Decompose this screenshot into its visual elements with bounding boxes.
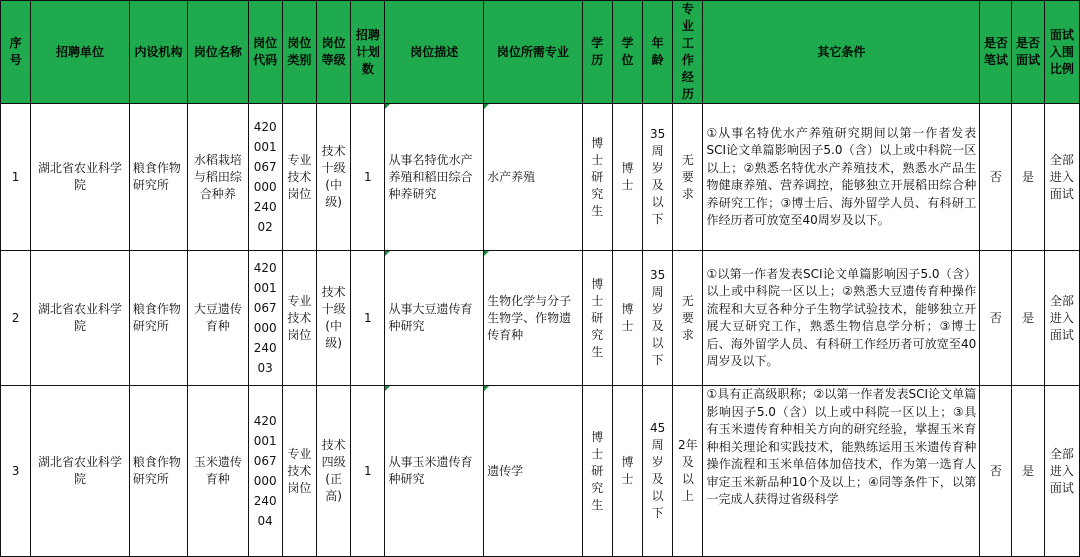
cell-seq: 1 [1, 104, 31, 251]
major-text: 遗传学 [487, 463, 524, 478]
cell-interview: 是 [1012, 251, 1044, 386]
cell-exp: 无要求 [673, 251, 703, 386]
header-degree: 学位 [612, 1, 642, 104]
cell-seq: 2 [1, 251, 31, 386]
header-other: 其它条件 [703, 1, 980, 104]
header-ratio: 面试入围比例 [1044, 1, 1079, 104]
header-post-type: 岗位类别 [282, 1, 316, 104]
cell-plan: 1 [351, 251, 385, 386]
cell-interview: 是 [1012, 386, 1044, 557]
cell-major [484, 104, 583, 251]
cell-dept: 粮食作物研究所 [129, 386, 187, 557]
header-age: 年龄 [643, 1, 673, 104]
cell-other: ①从事名特优水产养殖研究期间以第一作者发表SCI论文单篇影响因子5.0（含）以上或中科院一区以上；②熟悉名特优水产养殖技术，熟悉水产品生物健康养殖、营养调控，能够独立开展稻田综合种养研究工作；③博士后、海外留学人员、有科研工作经历者可放宽至40周岁及以下。 [703, 104, 980, 251]
header-written: 是否笔试 [980, 1, 1012, 104]
post-code-text: 42000106700024004 [253, 414, 277, 528]
desc-text: 从事名特优水产养殖和稻田综合种养研究 [388, 152, 473, 201]
cell-post-type: 专业技术岗位 [282, 251, 316, 386]
header-unit: 招聘单位 [31, 1, 130, 104]
header-seq: 序号 [1, 1, 31, 104]
desc-text: 从事玉米遗传育种研究 [388, 455, 473, 486]
cell-ratio: 全部进入面试 [1044, 386, 1079, 557]
cell-exp: 2年及以上 [673, 386, 703, 557]
cell-major [484, 386, 583, 557]
cell-desc [385, 104, 484, 251]
cell-unit: 湖北省农业科学院 [31, 104, 130, 251]
cell-age: 35周岁及以下 [643, 251, 673, 386]
cell-dept: 粮食作物研究所 [129, 104, 187, 251]
cell-desc [385, 386, 484, 557]
table-row [1, 386, 1080, 557]
header-exp: 专业工作经历 [673, 1, 703, 104]
cell-marker [484, 104, 489, 109]
cell-written: 否 [980, 386, 1012, 557]
cell-major [484, 251, 583, 386]
header-post-code: 岗位代码 [248, 1, 282, 104]
header-post-name: 岗位名称 [188, 1, 248, 104]
cell-marker [484, 386, 489, 391]
header-row [1, 1, 1080, 104]
cell-other [703, 386, 980, 557]
cell-post-type: 专业技术岗位 [282, 104, 316, 251]
cell-marker [385, 386, 390, 391]
cell-edu: 博士研究生 [582, 104, 612, 251]
cell-post-type: 专业技术岗位 [282, 386, 316, 557]
cell-degree: 博士 [612, 251, 642, 386]
cell-marker [484, 251, 489, 256]
header-edu: 学历 [582, 1, 612, 104]
cell-dept: 粮食作物研究所 [129, 251, 187, 386]
cell-post-code [248, 386, 282, 557]
cell-age: 35周岁及以下 [643, 104, 673, 251]
cell-post-code [248, 251, 282, 386]
header-plan: 招聘计划数 [351, 1, 385, 104]
post-code-text: 42000106700024003 [253, 261, 277, 375]
other-text: ①具有正高级职称；②以第一作者发表SCI论文单篇影响因子5.0（含）以上或中科院一区以上；③具有玉米遗传育种相关方向的研究经验，掌握玉米育种相关理论和实践技术，能熟练运用玉米遗传育种操作流程和玉米单倍体加倍技术，作为第一选育人审定玉米新品种10个及以上；④同等条件下，以第一完成人获得过省级科学 [706, 387, 977, 506]
cell-marker [385, 104, 390, 109]
cell-edu: 博士研究生 [582, 251, 612, 386]
cell-age: 45周岁及以下 [643, 386, 673, 557]
cell-post-code [248, 104, 282, 251]
cell-post-name: 玉米遗传育种 [188, 386, 248, 557]
header-dept: 内设机构 [129, 1, 187, 104]
cell-marker [385, 251, 390, 256]
cell-unit: 湖北省农业科学院 [31, 386, 130, 557]
cell-written: 否 [980, 104, 1012, 251]
header-interview: 是否面试 [1012, 1, 1044, 104]
header-post-level: 岗位等级 [317, 1, 351, 104]
cell-unit: 湖北省农业科学院 [31, 251, 130, 386]
cell-ratio: 全部进入面试 [1044, 251, 1079, 386]
cell-post-level: 技术十级(中级) [317, 104, 351, 251]
cell-post-name: 大豆遗传育种 [188, 251, 248, 386]
cell-desc [385, 251, 484, 386]
cell-interview: 是 [1012, 104, 1044, 251]
header-major: 岗位所需专业 [484, 1, 583, 104]
cell-degree: 博士 [612, 104, 642, 251]
major-text: 水产养殖 [487, 169, 536, 184]
cell-exp: 无要求 [673, 104, 703, 251]
post-code-text: 42000106700024002 [253, 120, 277, 234]
major-text: 生物化学与分子生物学、作物遗传育种 [487, 293, 572, 342]
cell-plan: 1 [351, 386, 385, 557]
cell-other: ①以第一作者发表SCI论文单篇影响因子5.0（含）以上或中科院一区以上；②熟悉大豆遗传育种操作流程和大豆各种分子生物学试验技术，能够独立开展大豆研究工作，熟悉生物信息学分析；③博士后、海外留学人员、有科研工作经历者可放宽至40周岁及以下。 [703, 251, 980, 386]
header-desc: 岗位描述 [385, 1, 484, 104]
table-row [1, 251, 1080, 386]
cell-plan: 1 [351, 104, 385, 251]
cell-seq: 3 [1, 386, 31, 557]
cell-degree: 博士 [612, 386, 642, 557]
cell-post-level: 技术十级(中级) [317, 251, 351, 386]
table-row [1, 104, 1080, 251]
cell-post-level: 技术四级(正高) [317, 386, 351, 557]
cell-post-name: 水稻栽培与稻田综合种养 [188, 104, 248, 251]
cell-edu: 博士研究生 [582, 386, 612, 557]
cell-written: 否 [980, 251, 1012, 386]
desc-text: 从事大豆遗传育种研究 [388, 302, 473, 333]
cell-ratio: 全部进入面试 [1044, 104, 1079, 251]
